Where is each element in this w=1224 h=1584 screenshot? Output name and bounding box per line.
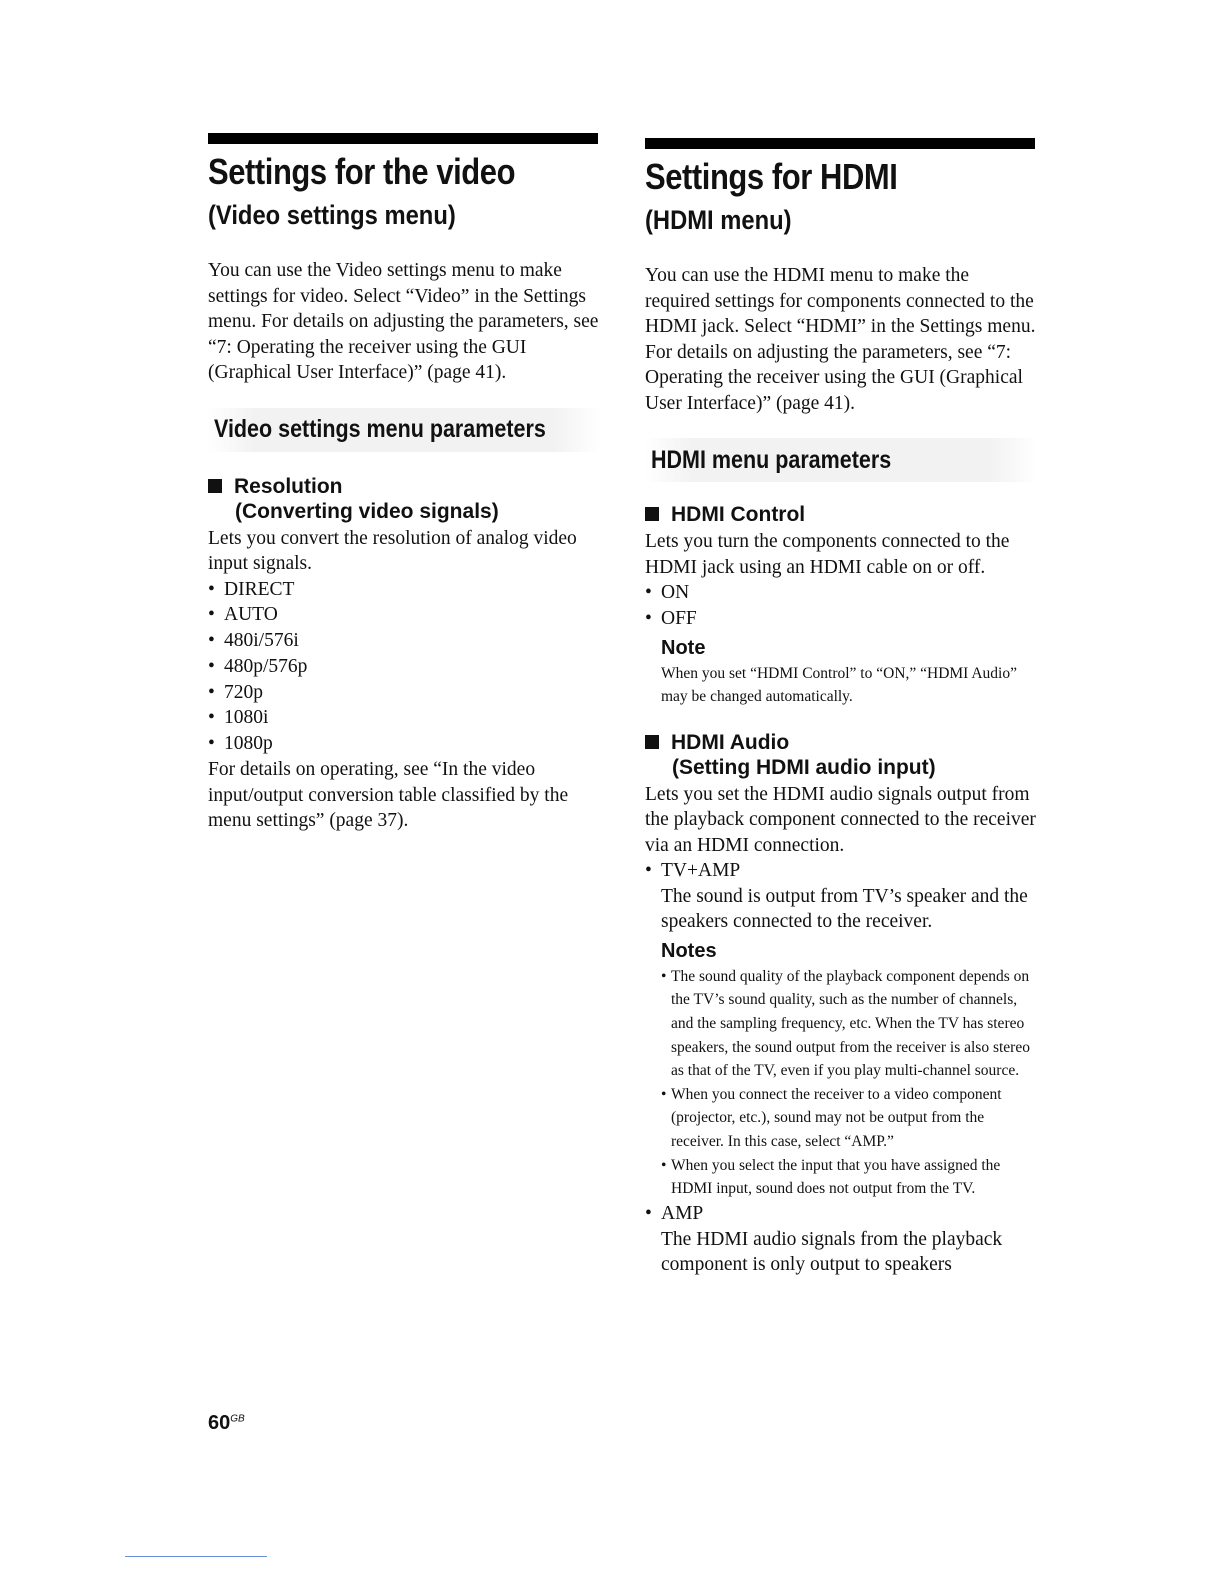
section-band <box>645 438 1037 482</box>
option-description: The HDMI audio signals from the playback component is only output to speakers <box>661 1228 1003 1276</box>
resolution-section <box>208 474 600 834</box>
list-item: • 480i/576i <box>208 628 600 654</box>
list-item: • AMP <box>645 1201 1037 1227</box>
section-heading-sub: (Setting HDMI audio input) <box>672 755 936 779</box>
option-list <box>645 580 1037 632</box>
title-rule <box>645 138 1035 149</box>
page-suffix: GB <box>230 1413 245 1425</box>
left-column <box>208 133 600 834</box>
section-footnote: For details on operating, see “In the video input/output conversion table classified by the menu settings” (page 37). <box>208 759 569 832</box>
option-list <box>208 577 600 758</box>
list-item: • 480p/576p <box>208 654 600 680</box>
intro-paragraph: You can use the HDMI menu to make the required settings for components connected to the HDMI jack. Select “HDMI” in the Settings menu. For details on adjusting the parameters, see “7: Operating the receiver using the GUI (Graphical User Interface)” (page 41). <box>645 265 1036 414</box>
list-item: • 1080i <box>208 705 600 731</box>
page-number: $60^{GB}$ <box>208 1412 245 1434</box>
note-item: • The sound quality of the playback component depends on the TV’s sound quality, such as the number of channels, and the sampling frequency, etc. When the TV has stereo speakers, the sound output from the receiver is also stereo as that of the TV, even if you play multi-channel source. <box>661 965 1037 1083</box>
list-item: • OFF <box>645 606 1037 632</box>
section-heading-sub: (Converting video signals) <box>235 499 499 523</box>
section-description: Lets you set the HDMI audio signals output from the playback component connected to the receiver via an HDMI connection. <box>645 783 1036 856</box>
section-band-title: HDMI menu parameters <box>651 445 892 474</box>
section-description: Lets you turn the components connected to the HDMI jack using an HDMI cable on or off. <box>645 531 1010 578</box>
square-bullet-icon <box>645 507 659 521</box>
section-heading: HDMI Control <box>645 502 1037 527</box>
section-heading: Resolution (Converting video signals) <box>208 474 600 524</box>
page-subtitle: (HDMI menu) <box>645 205 792 235</box>
list-item: • ON <box>645 580 1037 606</box>
square-bullet-icon <box>645 735 659 749</box>
list-item: • 1080p <box>208 731 600 757</box>
note-text: When you set “HDMI Control” to “ON,” “HDMI Audio” may be changed automatically. <box>661 664 1017 705</box>
divider <box>125 1556 267 1557</box>
page-subtitle: (Video settings menu) <box>208 200 456 230</box>
section-description: Lets you convert the resolution of analog video input signals. <box>208 527 577 574</box>
right-column <box>645 138 1037 1278</box>
option-list <box>645 858 1037 884</box>
list-item: • TV+AMP <box>645 858 1037 884</box>
list-item: • AUTO <box>208 602 600 628</box>
note-item: • When you connect the receiver to a video component (projector, etc.), sound may not be output from the receiver. In this case, select “AMP.” <box>661 1083 1037 1154</box>
note-item: • When you select the input that you have assigned the HDMI input, sound does not output from the TV. <box>661 1154 1037 1201</box>
title-rule <box>208 133 598 144</box>
hdmi-audio-section <box>645 730 1037 1278</box>
notes-label: Notes <box>661 939 717 962</box>
note-label: Note <box>661 636 706 659</box>
section-band <box>208 408 600 452</box>
notes-list <box>661 965 1037 1201</box>
option-description: The sound is output from TV’s speaker and the speakers connected to the receiver. <box>661 885 1028 933</box>
list-item: • 720p <box>208 680 600 706</box>
intro-paragraph: You can use the Video settings menu to make settings for video. Select “Video” in the Settings menu. For details on adjusting the parameters, see “7: Operating the receiver using the GUI (Graphical User Interface)” (page 41). <box>208 260 599 383</box>
option-list <box>645 1201 1037 1227</box>
page-title: Settings for HDMI <box>645 156 898 197</box>
hdmi-control-section <box>645 502 1037 708</box>
page-title: Settings for the video <box>208 151 516 192</box>
square-bullet-icon <box>208 479 222 493</box>
list-item: • DIRECT <box>208 577 600 603</box>
section-heading: HDMI Audio (Setting HDMI audio input) <box>645 730 1037 780</box>
section-band-title: Video settings menu parameters <box>214 415 546 443</box>
